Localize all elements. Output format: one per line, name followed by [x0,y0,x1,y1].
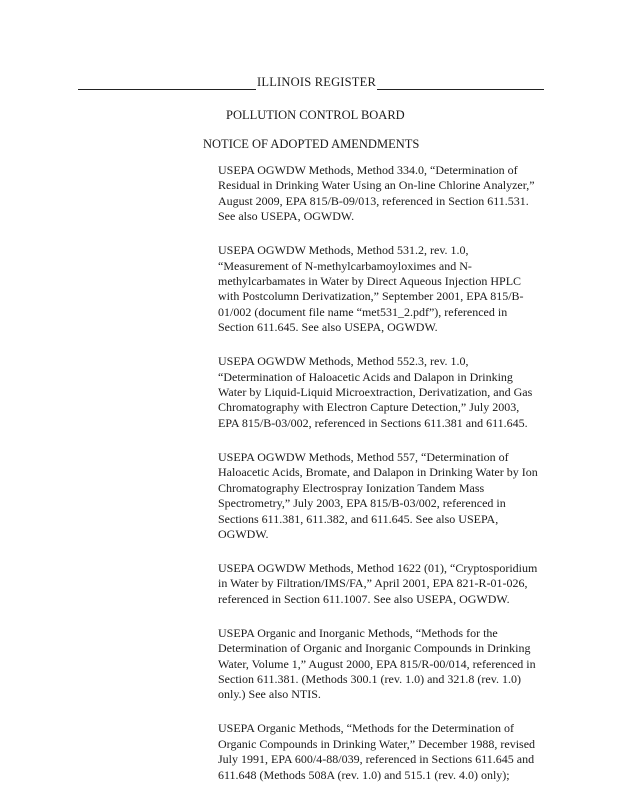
entry-line: “Determination of Haloacetic Acids and Dalapon in Drinking [218,369,513,384]
entry-line: only.) See also NTIS. [218,687,321,702]
entry-line: methylcarbamates in Water by Direct Aqueous Injection HPLC [218,274,522,289]
board-name: POLLUTION CONTROL BOARD [226,108,405,122]
entry-line: July 1991, EPA 600/4-88/039, referenced in Sections 611.645 and [218,752,535,767]
reference-entry [218,626,548,703]
entry-line: 01/002 (document file name “met531_2.pdf”), referenced in [218,304,508,319]
reference-entry [218,243,548,335]
entry-line: Water by Liquid-Liquid Microextraction, Derivatization, and Gas [218,385,533,400]
entry-line: Water, Volume 1,” August 2000, EPA 815/R-00/014, referenced in [218,656,536,671]
entry-line: EPA 815/B-03/002, referenced in Sections 611.381 and 611.645. [218,415,528,430]
entry-line: USEPA Organic and Inorganic Methods, “Methods for the [218,625,498,640]
entry-line: Section 611.381. (Methods 300.1 (rev. 1.0) and 321.8 (rev. 1.0) [218,671,521,686]
entry-line: Section 611.645. See also USEPA, OGWDW. [218,320,438,335]
entry-line: USEPA OGWDW Methods, Method 557, “Determination of [218,449,509,464]
entry-line: Chromatography with Electron Capture Detection,” July 2003, [218,400,520,415]
entry-line: USEPA Organic Methods, “Methods for the Determination of [218,721,514,736]
reference-entry [218,163,548,225]
entry-line: Organic Compounds in Drinking Water,” December 1988, revised [218,736,536,751]
entry-line: Chromatography Electrospray Ionization Tandem Mass [218,480,485,495]
entry-line: Residual in Drinking Water Using an On-line Chlorine Analyzer,” [218,178,535,193]
entry-line: OGWDW. [218,526,269,541]
entry-line: in Water by Filtration/IMS/FA,” April 2001, EPA 821-R-01-026, [218,576,528,591]
entry-line: 611.648 (Methods 508A (rev. 1.0) and 515.1 (rev. 4.0) only); [218,767,510,782]
entry-line: Sections 611.381, 611.382, and 611.645. See also USEPA, [218,511,499,526]
notice-heading: NOTICE OF ADOPTED AMENDMENTS [203,137,420,151]
entry-line: USEPA OGWDW Methods, Method 552.3, rev. 1.0, [218,354,469,369]
entry-line: referenced in Section 611.1007. See also USEPA, OGWDW. [218,591,510,606]
entry-line: See also USEPA, OGWDW. [218,209,355,224]
reference-entry [218,354,548,431]
entry-line: with Postcolumn Derivatization,” September 2001, EPA 815/B- [218,289,524,304]
entry-line: “Measurement of N-methylcarbamoyloximes and N- [218,258,472,273]
entry-line: Haloacetic Acids, Bromate, and Dalapon in Drinking Water by Ion [218,465,538,480]
entry-line: USEPA OGWDW Methods, Method 1622 (01), “Cryptosporidium [218,560,538,575]
reference-entry [218,561,548,607]
entry-line: USEPA OGWDW Methods, Method 334.0, “Determination of [218,163,518,177]
reference-entry [218,721,548,783]
entry-line: Spectrometry,” July 2003, EPA 815/B-03/002, referenced in [218,496,506,511]
reference-list [218,163,548,802]
reference-entry [218,450,548,542]
register-title: ILLINOIS REGISTER [257,75,377,89]
entry-line: Determination of Organic and Inorganic Compounds in Drinking [218,641,531,656]
entry-line: August 2009, EPA 815/B-09/013, referenced in Section 611.531. [218,193,529,208]
entry-line: USEPA OGWDW Methods, Method 531.2, rev. 1.0, [218,243,469,258]
